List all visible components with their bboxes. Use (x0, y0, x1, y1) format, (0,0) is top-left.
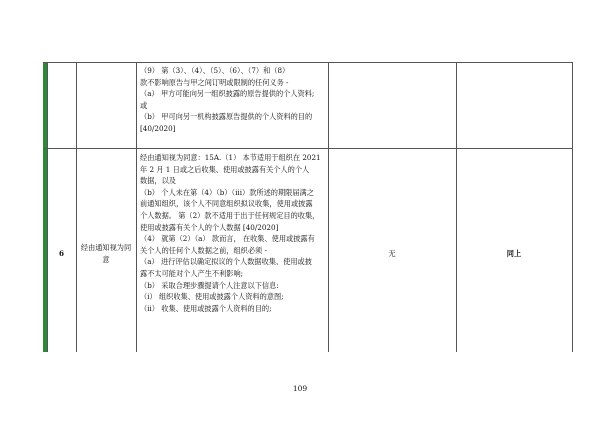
row-6-content (140, 152, 321, 314)
col4-value: 无 (388, 249, 396, 258)
text-line: （4） 就第（2）（a） 款而言， 在收集、使用或披露有 (140, 234, 315, 244)
text-line: 年 2 月 1 日或之后收集、使用或披露有关个人的个人 (140, 164, 310, 174)
row-number: 6 (58, 249, 64, 258)
text-line: 或 (140, 100, 148, 110)
text-line: 数据，以及 (140, 176, 176, 186)
text-line: 经由通知视为同意：15A.（1） 本节适用于组织在 2021 (140, 153, 321, 162)
text-line: 使用或披露有关个人的个人数据 [40/2020] (140, 222, 279, 232)
text-line: 款不影响原告与甲之间订明或限制的任何义务 - (140, 77, 289, 87)
table-top-border (43, 62, 573, 63)
row-divider (43, 148, 573, 149)
text-line: （b） 采取合理步骤提请个人注意以下信息: (140, 280, 279, 290)
col-border (47, 62, 48, 352)
text-line: 露不太可能对个人产生不利影响; (140, 268, 244, 278)
text-line: （b） 个人未在第（4）（b）（iii）款所述的期限届满之 (140, 187, 314, 197)
item-title (76, 242, 136, 265)
text-line: 个人数据。 第（2）款不适用于出于任何规定目的收集， (140, 210, 320, 220)
text-line: （b） 甲可向另一机构披露原告提供的个人资料的目的 (140, 112, 313, 122)
col-border (76, 62, 77, 352)
col-border (456, 62, 457, 352)
text-line: 意 (102, 254, 110, 264)
text-line: 前通知组织，该个人不同意组织拟议收集，使用或披露 (140, 199, 313, 209)
regulation-table (43, 62, 573, 352)
text-line: （ii） 收集、使用或披露个人资料的目的; (140, 303, 272, 313)
text-line: 关个人的任何个人数据之前，组织必须 - (140, 245, 267, 255)
text-line: （i） 组织收集、使用或披露个人资料的意图; (140, 292, 284, 302)
text-line: [40/2020] (140, 123, 176, 133)
page-number: 109 (292, 384, 308, 393)
text-line: （9） 第（3）、（4）、（5）、（6）、（7）和（8） (140, 66, 290, 75)
text-line: （a） 甲方可能向另一组织披露的原告提供的个人资料; (140, 89, 315, 99)
top-row-content (140, 65, 314, 135)
text-line: （a） 进行评估以确定拟议的个人数据收集、使用或披 (140, 257, 312, 267)
col5-value: 同上 (506, 249, 522, 258)
text-line: 经由通知视为同 (80, 243, 132, 252)
col-border (572, 62, 573, 352)
col-border (136, 62, 137, 352)
col-border (328, 62, 329, 352)
